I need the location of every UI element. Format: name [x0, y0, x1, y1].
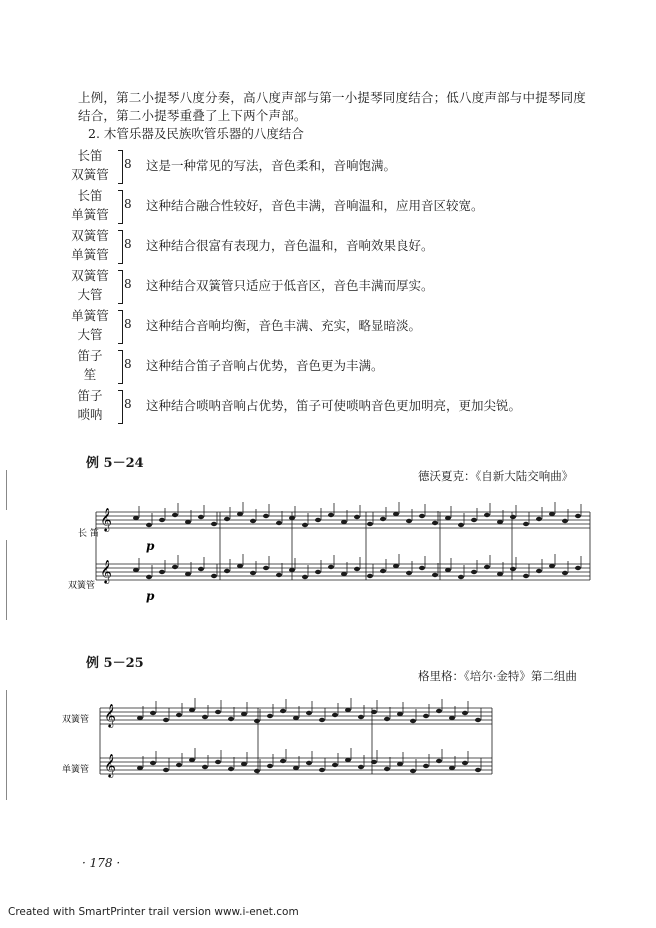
- combination-row: [60, 306, 620, 346]
- note: [302, 523, 308, 527]
- note: [202, 765, 208, 769]
- note: [358, 765, 364, 769]
- note: [172, 513, 178, 517]
- note: [280, 709, 286, 713]
- note: [575, 514, 581, 518]
- intro-line-1: 上例，第二小提琴八度分奏，高八度声部与第一小提琴同度结合；低八度声部与中提琴同度: [78, 90, 587, 105]
- note: [549, 512, 555, 516]
- note: [280, 759, 286, 763]
- bracket: [118, 190, 123, 224]
- note: [137, 766, 143, 770]
- note: [332, 713, 338, 717]
- instrument-lower: 大管: [77, 287, 103, 302]
- note: [202, 715, 208, 719]
- instrument-upper: 单簧管: [71, 308, 109, 323]
- bracket: [118, 310, 123, 344]
- example-credit: 德沃夏克：《自新大陆交响曲》: [418, 469, 574, 483]
- note: [250, 519, 256, 523]
- dynamic-marking: p: [146, 539, 155, 553]
- note: [432, 521, 438, 525]
- instrument-lower: 单簧管: [71, 247, 109, 262]
- note: [250, 571, 256, 575]
- note: [319, 768, 325, 772]
- note: [562, 519, 568, 523]
- note: [419, 514, 425, 518]
- note: [172, 565, 178, 569]
- note: [198, 515, 204, 519]
- note: [319, 718, 325, 722]
- octave-mark: 8: [124, 197, 132, 211]
- note: [562, 571, 568, 575]
- note: [137, 716, 143, 720]
- note: [536, 517, 542, 521]
- note: [146, 575, 152, 579]
- instrument-lower: 唢呐: [77, 407, 103, 422]
- note: [237, 512, 243, 516]
- note: [406, 571, 412, 575]
- note: [432, 573, 438, 577]
- note: [475, 718, 481, 722]
- note: [276, 521, 282, 525]
- instrument-upper: 长笛: [77, 188, 103, 203]
- note: [471, 570, 477, 574]
- note: [224, 517, 230, 521]
- combination-row: [60, 226, 620, 266]
- note: [215, 760, 221, 764]
- bracket: [118, 350, 123, 384]
- instrument-lower: 单簧管: [71, 207, 109, 222]
- note: [384, 767, 390, 771]
- octave-mark: 8: [124, 397, 132, 411]
- note: [198, 567, 204, 571]
- note: [133, 568, 139, 572]
- bracket: [118, 150, 123, 184]
- note: [185, 520, 191, 524]
- example-title: 例 5－24: [86, 456, 144, 471]
- dynamic-marking: p: [146, 589, 155, 603]
- note: [224, 569, 230, 573]
- note: [267, 714, 273, 718]
- staff-label: 单簧管: [62, 765, 90, 775]
- note: [397, 712, 403, 716]
- note: [185, 572, 191, 576]
- note: [445, 516, 451, 520]
- note: [380, 517, 386, 521]
- note: [458, 575, 464, 579]
- note: [510, 515, 516, 519]
- note: [384, 717, 390, 721]
- note: [302, 575, 308, 579]
- note: [397, 762, 403, 766]
- combination-description: 这是一种常见的写法，音色柔和，音响饱满。: [146, 158, 397, 173]
- treble-clef-icon: 𝄞: [100, 559, 112, 583]
- note: [393, 564, 399, 568]
- note: [163, 768, 169, 772]
- note: [458, 523, 464, 527]
- note: [306, 761, 312, 765]
- note: [176, 763, 182, 767]
- note: [189, 758, 195, 762]
- combination-row: [60, 266, 620, 306]
- note: [293, 716, 299, 720]
- treble-clef-icon: 𝄞: [104, 703, 116, 727]
- note: [159, 518, 165, 522]
- combination-row: [60, 346, 620, 386]
- bracket: [118, 390, 123, 424]
- note: [345, 758, 351, 762]
- octave-mark: 8: [124, 277, 132, 291]
- note: [315, 570, 321, 574]
- score-example-5-25: [0, 698, 656, 798]
- note: [471, 518, 477, 522]
- note: [549, 564, 555, 568]
- note: [462, 761, 468, 765]
- note: [159, 570, 165, 574]
- combination-row: [60, 146, 620, 186]
- note: [449, 766, 455, 770]
- note: [263, 566, 269, 570]
- note: [475, 768, 481, 772]
- instrument-upper: 双簧管: [71, 228, 109, 243]
- note: [163, 718, 169, 722]
- instrument-lower: 双簧管: [71, 167, 109, 182]
- octave-mark: 8: [124, 157, 132, 171]
- note: [510, 567, 516, 571]
- note: [341, 572, 347, 576]
- staff-label: 双簧管: [68, 581, 96, 591]
- combination-description: 这种结合融合性较好，音色丰满，音响温和，应用音区较宽。: [146, 198, 484, 213]
- note: [367, 574, 373, 578]
- note: [189, 708, 195, 712]
- note: [150, 711, 156, 715]
- bracket: [118, 270, 123, 304]
- note: [410, 719, 416, 723]
- note: [276, 573, 282, 577]
- intro-line-2: 结合，第二小提琴重叠了上下两个声部。: [78, 108, 307, 123]
- note: [241, 712, 247, 716]
- page-number: · 178 ·: [82, 856, 121, 870]
- combination-description: 这种结合双簧管只适应于低音区，音色丰满而厚实。: [146, 278, 434, 293]
- note: [341, 520, 347, 524]
- section-heading: 2. 木管乐器及民族吹管乐器的八度结合: [88, 126, 304, 141]
- note: [536, 569, 542, 573]
- note: [393, 512, 399, 516]
- note: [380, 569, 386, 573]
- note: [211, 522, 217, 526]
- treble-clef-icon: 𝄞: [100, 507, 112, 531]
- watermark-footer: Created with SmartPrinter trail version www.i-enet.com: [8, 906, 299, 918]
- instrument-upper: 笛子: [77, 388, 103, 403]
- example-title: 例 5－25: [86, 656, 144, 671]
- note: [484, 565, 490, 569]
- note: [267, 764, 273, 768]
- note: [237, 564, 243, 568]
- note: [445, 568, 451, 572]
- note: [354, 567, 360, 571]
- note: [146, 523, 152, 527]
- combination-description: 这种结合音响均衡，音色丰满、充实，略显暗淡。: [146, 318, 422, 333]
- note: [133, 516, 139, 520]
- note: [484, 513, 490, 517]
- note: [575, 566, 581, 570]
- note: [293, 766, 299, 770]
- bracket: [118, 230, 123, 264]
- treble-clef-icon: 𝄞: [104, 753, 116, 777]
- note: [345, 708, 351, 712]
- octave-mark: 8: [124, 357, 132, 371]
- instrument-upper: 笛子: [77, 348, 103, 363]
- note: [332, 763, 338, 767]
- note: [523, 574, 529, 578]
- score-example-5-24: [0, 494, 656, 604]
- instrument-lower: 笙: [83, 367, 97, 382]
- note: [315, 518, 321, 522]
- note: [150, 761, 156, 765]
- combination-description: 这种结合唢呐音响占优势，笛子可使唢呐音色更加明亮，更加尖锐。: [146, 398, 522, 413]
- note: [263, 514, 269, 518]
- instrument-lower: 大管: [77, 327, 103, 342]
- note: [436, 709, 442, 713]
- instrument-upper: 长笛: [77, 148, 103, 163]
- note: [406, 519, 412, 523]
- example-credit: 格里格：《培尔·金特》第二组曲: [418, 669, 577, 683]
- note: [241, 762, 247, 766]
- note: [419, 566, 425, 570]
- note: [497, 520, 503, 524]
- note: [367, 522, 373, 526]
- note: [306, 711, 312, 715]
- note: [497, 572, 503, 576]
- combination-description: 这种结合很富有表现力，音色温和，音响效果良好。: [146, 238, 434, 253]
- note: [449, 716, 455, 720]
- combination-row: [60, 386, 620, 426]
- note: [228, 767, 234, 771]
- combination-description: 这种结合笛子音响占优势，音色更为丰满。: [146, 358, 384, 373]
- note: [254, 719, 260, 723]
- staff-label: 长 笛: [78, 529, 99, 539]
- note: [228, 717, 234, 721]
- note: [423, 764, 429, 768]
- note: [523, 522, 529, 526]
- note: [254, 769, 260, 773]
- note: [211, 574, 217, 578]
- octave-mark: 8: [124, 237, 132, 251]
- note: [354, 515, 360, 519]
- combination-row: [60, 186, 620, 226]
- note: [328, 513, 334, 517]
- staff-label: 双簧管: [62, 715, 90, 725]
- note: [436, 759, 442, 763]
- note: [423, 714, 429, 718]
- note: [176, 713, 182, 717]
- note: [215, 710, 221, 714]
- note: [410, 769, 416, 773]
- note: [462, 711, 468, 715]
- instrument-upper: 双簧管: [71, 268, 109, 283]
- octave-mark: 8: [124, 317, 132, 331]
- note: [328, 565, 334, 569]
- note: [358, 715, 364, 719]
